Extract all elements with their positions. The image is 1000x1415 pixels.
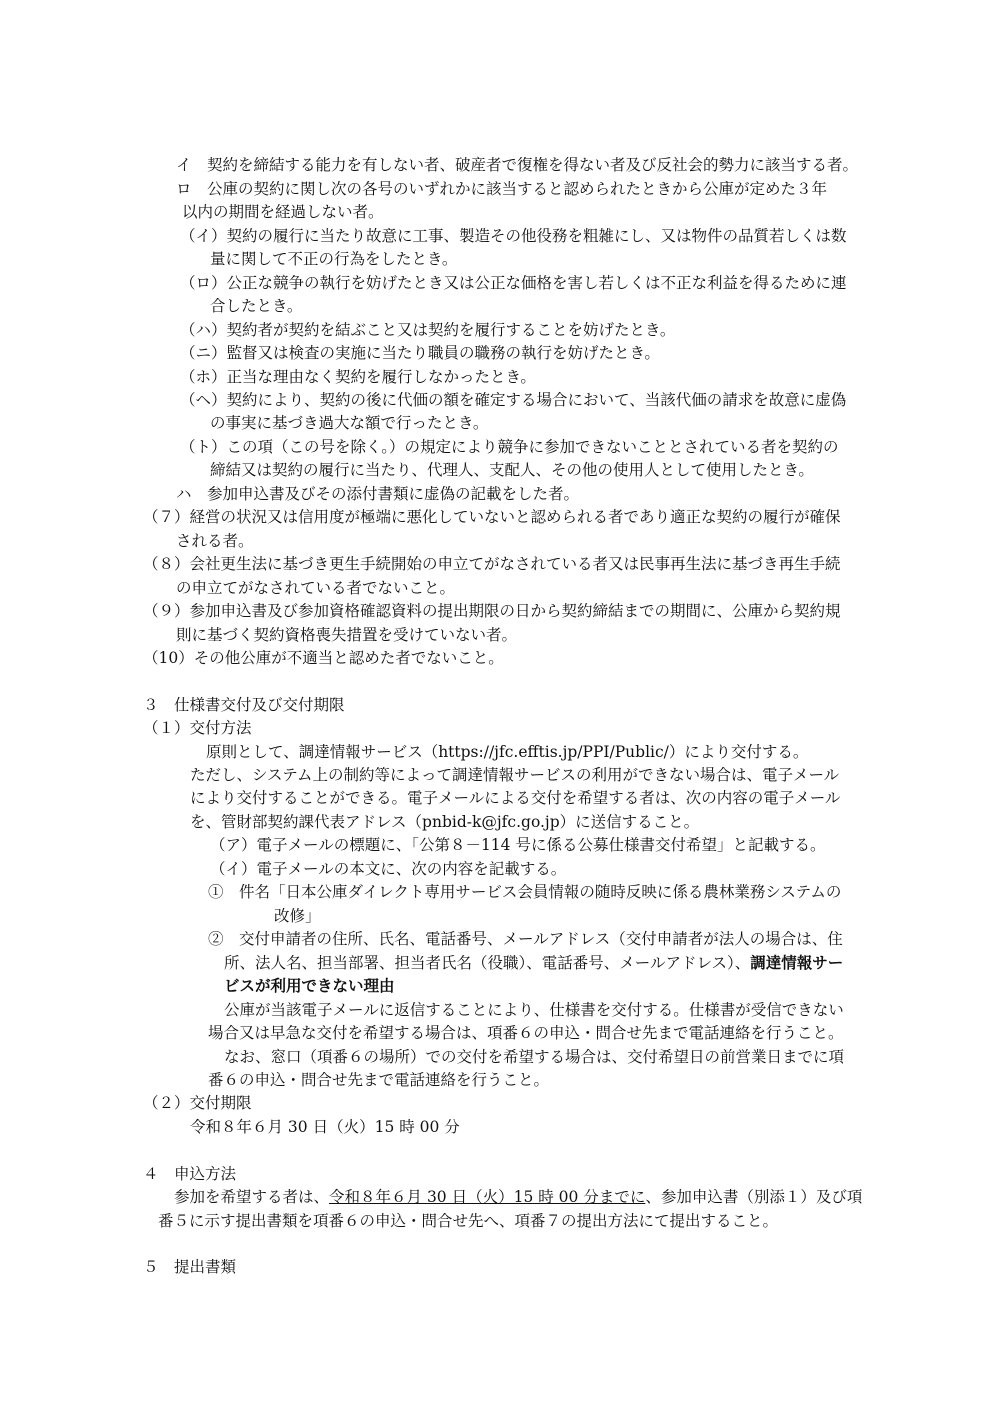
item-ro-cont: 以内の期間を経過しない者。 [182,203,384,221]
section-5-heading: ５ 提出書類 [143,1258,237,1276]
circled-item-1-cont: 改修」 [274,907,321,925]
sub-item-ro: （ロ）公正な競争の執行を妨げたとき又は公正な価格を害し若しくは不正な利益を得るために連 [180,274,847,292]
paragraph-line: を、管財部契約課代表アドレス（pnbid-k@jfc.go.jp）に送信すること。 [190,813,700,831]
sub-item-ni: （ニ）監督又は検査の実施に当たり職員の職務の執行を妨げたとき。 [180,344,660,362]
text-run: 参加を希望する者は、 [174,1188,330,1206]
paragraph-line: 番６の申込・問合せ先まで電話連絡を行うこと。 [208,1071,550,1089]
circled-item-2: ② 交付申請者の住所、氏名、電話番号、メールアドレス（交付申請者が法人の場合は、住 [208,930,843,948]
bold-text: 調達情報サー [750,953,844,972]
sub-item-i: （イ）契約の履行に当たり故意に工事、製造その他役務を粗雑にし、又は物件の品質若しくは数 [180,227,847,245]
clause-10: （10）その他公庫が不適当と認めた者でないこと。 [143,649,504,667]
sub-item-to-cont: 締結又は契約の履行に当たり、代理人、支配人、その他の使用人として使用したとき。 [210,461,814,479]
sub-item-to: （ト）この項（この号を除く。）の規定により競争に参加できないこととされている者を契約の [180,438,839,456]
underlined-deadline: 令和８年６月 30 日（火）15 時 00 分までに [329,1188,646,1206]
sub-item-he: （ヘ）契約により、契約の後に代価の額を確定する場合において、当該代価の請求を故意に虚偽 [180,391,847,409]
email-body-item: （イ）電子メールの本文に、次の内容を記載する。 [210,860,567,878]
sub-item-i-cont: 量に関して不正の行為をしたとき。 [210,250,458,268]
application-paragraph [174,1186,862,1208]
deadline-date: 令和８年６月 30 日（火）15 時 00 分 [190,1118,460,1136]
clause-9: （９）参加申込書及び参加資格確認資料の提出期限の日から契約締結までの期間に、公庫から契約規 [143,602,841,620]
text-run: 所、法人名、担当部署、担当者氏名（役職）、電話番号、メールアドレス）、 [224,954,751,972]
clause-7: （７）経営の状況又は信用度が極端に悪化していないと認められる者であり適正な契約の履行が確保 [143,508,841,526]
circled-item-2-cont [224,952,843,974]
text-run: 、参加申込書（別添１）及び項 [645,1188,863,1206]
paragraph-line: 原則として、調達情報サービス（https://jfc.efftis.jp/PPI/Public/）により交付する。 [206,743,809,761]
paragraph-line: ただし、システム上の制約等によって調達情報サービスの利用ができない場合は、電子メール [190,766,840,784]
section-4-heading: ４ 申込方法 [143,1165,237,1183]
paragraph-line: 場合又は早急な交付を希望する場合は、項番６の申込・問合せ先まで電話連絡を行うこと。 [208,1024,844,1042]
sub-item-ho: （ホ）正当な理由なく契約を履行しなかったとき。 [180,368,536,386]
paragraph-line: 番５に示す提出書類を項番６の申込・問合せ先へ、項番７の提出方法にて提出すること。 [158,1212,779,1230]
paragraph-line: なお、窓口（項番６の場所）での交付を希望する場合は、交付希望日の前営業日までに項 [224,1048,845,1066]
paragraph-line: 公庫が当該電子メールに返信することにより、仕様書を交付する。仕様書が受信できない [224,1001,844,1019]
item-ha: ハ 参加申込書及びその添付書類に虚偽の記載をした者。 [176,485,580,503]
item-ro: ロ 公庫の契約に関し次の各号のいずれかに該当すると認められたときから公庫が定めた３年 [176,180,828,198]
email-subject-item: （ア）電子メールの標題に、「公第８－114 号に係る公募仕様書交付希望」と記載する。 [210,836,826,854]
clause-8-cont: の申立てがなされている者でないこと。 [176,579,456,597]
subsection-delivery-deadline: （２）交付期限 [143,1094,252,1112]
sub-item-ro-cont: 合したとき。 [210,297,303,315]
clause-8: （８）会社更生法に基づき更生手続開始の申立てがなされている者又は民事再生法に基づき再生手続 [143,555,841,573]
section-3-heading: ３ 仕様書交付及び交付期限 [143,696,345,714]
item-i: イ 契約を締結する能力を有しない者、破産者で復権を得ない者及び反社会的勢力に該当する者。 [176,156,859,174]
circled-item-1: ① 件名「日本公庫ダイレクト専用サービス会員情報の随時反映に係る農林業務システムの [208,883,842,901]
sub-item-ha: （ハ）契約者が契約を結ぶこと又は契約を履行することを妨げたとき。 [180,321,676,339]
clause-7-cont: される者。 [176,532,254,550]
subsection-delivery-method: （１）交付方法 [143,719,252,737]
paragraph-line: により交付することができる。電子メールによる交付を希望する者は、次の内容の電子メール [190,789,841,807]
clause-9-cont: 則に基づく契約資格喪失措置を受けていない者。 [176,626,518,644]
bold-text: ビスが利用できない理由 [224,976,395,995]
sub-item-he-cont: の事実に基づき過大な額で行ったとき。 [210,414,489,432]
